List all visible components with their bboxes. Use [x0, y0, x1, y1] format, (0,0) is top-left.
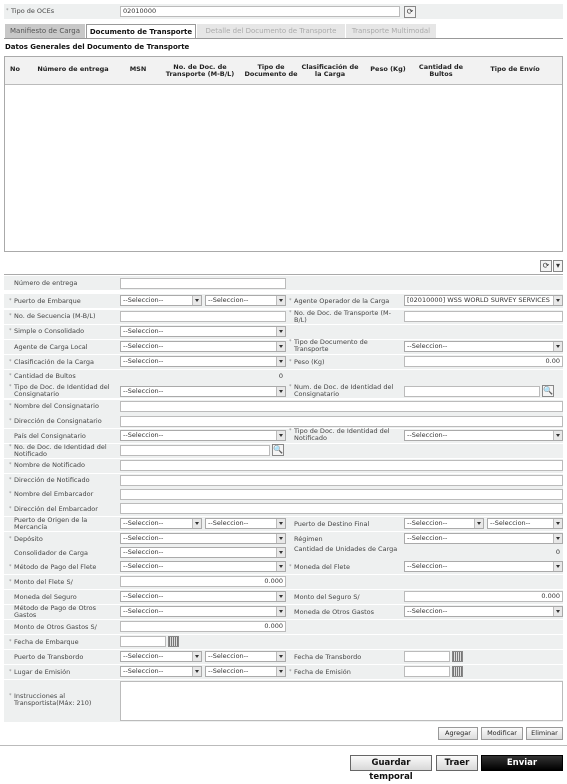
oce-type-label: * Tipo de OCEs	[6, 7, 55, 15]
modificar-button[interactable]: Modificar	[481, 727, 523, 740]
peso-input[interactable]: 0.00	[404, 356, 563, 367]
monto-seguro-label: Monto del Seguro S/	[294, 593, 360, 601]
calendar-icon[interactable]	[168, 636, 179, 647]
tipo-doc-transporte-select[interactable]: --Seleccion--	[404, 341, 563, 352]
refresh-table-icon[interactable]: ⟳	[540, 260, 552, 272]
deposito-select[interactable]: --Seleccion--	[120, 533, 286, 544]
puerto-destino-label: Puerto de Destino Final	[294, 520, 370, 528]
enviar-certificado-button[interactable]: Enviar certificado	[481, 755, 563, 771]
puerto-embarque-select[interactable]: --Seleccion--	[205, 295, 286, 306]
no-doc-transporte-label: * No. de Doc. de Transporte (M-B/L)	[289, 309, 391, 324]
agente-operador-select[interactable]: [02010000] WSS WORLD SURVEY SERVICES	[404, 295, 563, 306]
puerto-origen-label: Puerto de Origen de la Mercancía	[14, 516, 88, 531]
search-notificado-icon[interactable]: 🔍	[273, 445, 283, 454]
num-doc-id-consignatario-input[interactable]	[404, 386, 540, 397]
tipo-doc-id-notificado-label: * Tipo de Doc. de Identidad del Notificado	[289, 427, 390, 442]
col-no-doc: No. de Doc. de Transporte (M-B/L)	[165, 63, 235, 78]
puerto-origen-select[interactable]: --Seleccion--	[205, 518, 286, 529]
tab-transporte-multimodal[interactable]: Transporte Multimodal	[346, 24, 436, 38]
fecha-transbordo-input[interactable]	[404, 651, 450, 662]
tab-manifiesto[interactable]: Manifiesto de Carga	[5, 24, 85, 38]
consolidador-label: Consolidador de Carga	[14, 549, 88, 557]
tipo-doc-id-consignatario-select[interactable]: --Seleccion--	[120, 386, 286, 397]
metodo-pago-flete-select[interactable]: --Seleccion--	[120, 561, 286, 572]
tab-divider	[4, 38, 563, 39]
no-doc-id-notificado-label: * No. de Doc. de Identidad del Notificado	[9, 443, 107, 458]
direccion-consignatario-input[interactable]	[120, 416, 563, 427]
consolidador-select[interactable]: --Seleccion--	[120, 547, 286, 558]
peso-label: * Peso (Kg)	[289, 358, 325, 366]
instrucciones-label: * Instrucciones al Transportista(Máx: 210)	[9, 692, 92, 707]
monto-seguro-input[interactable]: 0.000	[404, 591, 563, 602]
tipo-doc-id-consignatario-label: * Tipo de Doc. de Identidad del Consignatario	[9, 383, 110, 398]
numero-entrega-input[interactable]	[120, 278, 286, 289]
lugar-emision-label: * Lugar de Emisión	[9, 668, 71, 676]
direccion-notificado-input[interactable]	[120, 475, 563, 486]
section-title: Datos Generales del Documento de Transporte	[5, 43, 190, 51]
monto-otros-input[interactable]: 0.000	[120, 621, 286, 632]
puerto-destino-select[interactable]: --Seleccion--	[487, 518, 563, 529]
fecha-emision-label: * Fecha de Emisión	[289, 668, 351, 676]
nombre-embarcador-label: * Nombre del Embarcador	[9, 490, 94, 498]
tab-detalle-documento[interactable]: Detalle del Documento de Transporte	[197, 24, 345, 38]
cantidad-unidades-label: Cantidad de Unidades de Carga	[294, 545, 398, 553]
deposito-label: * Depósito	[9, 535, 43, 543]
moneda-flete-select[interactable]: --Seleccion--	[404, 561, 563, 572]
nombre-consignatario-input[interactable]	[120, 401, 563, 412]
moneda-otros-select[interactable]: --Seleccion--	[404, 606, 563, 617]
tipo-doc-id-notificado-select[interactable]: --Seleccion--	[404, 430, 563, 441]
monto-flete-label: * Monto del Flete S/	[9, 578, 73, 586]
col-clasificacion: Clasificación de la Carga	[301, 63, 359, 78]
metodo-pago-otros-select[interactable]: --Seleccion--	[120, 606, 286, 617]
nombre-embarcador-input[interactable]	[120, 489, 563, 500]
simple-consolidado-select[interactable]: --Seleccion--	[120, 326, 286, 337]
moneda-otros-label: Moneda de Otros Gastos	[294, 608, 375, 616]
col-tipo-envio: Tipo de Envío	[490, 65, 540, 73]
nombre-notificado-label: * Nombre de Notificado	[9, 461, 86, 469]
pais-consignatario-label: País del Consignatario	[14, 432, 86, 440]
pais-consignatario-select[interactable]: --Seleccion--	[120, 430, 286, 441]
puerto-embarque-label: * Puerto de Embarque	[9, 297, 81, 305]
eliminar-button[interactable]: Eliminar	[526, 727, 563, 740]
direccion-embarcador-input[interactable]	[120, 503, 563, 514]
agregar-button[interactable]: Agregar	[438, 727, 478, 740]
fecha-embarque-input[interactable]	[120, 636, 166, 647]
footer-divider	[0, 745, 567, 746]
nombre-consignatario-label: * Nombre del Consignatario	[9, 402, 99, 410]
chevron-down-icon[interactable]: ▾	[553, 260, 563, 272]
refresh-icon[interactable]: ⟳	[404, 6, 416, 18]
puerto-transbordo-label: Puerto de Transbordo	[14, 653, 84, 661]
search-icon[interactable]: 🔍	[543, 386, 553, 395]
metodo-pago-flete-label: * Método de Pago del Flete	[9, 563, 97, 571]
col-tipo-doc: Tipo de Documento de	[244, 63, 298, 78]
puerto-origen-pais-select[interactable]: --Seleccion--	[120, 518, 202, 529]
direccion-notificado-label: * Dirección de Notificado	[9, 476, 90, 484]
col-msn: MSN	[129, 65, 147, 73]
agente-carga-local-label: Agente de Carga Local	[14, 343, 88, 351]
monto-flete-input[interactable]: 0.000	[120, 576, 286, 587]
tipo-doc-transporte-label: * Tipo de Documento de Transporte	[289, 338, 368, 353]
direccion-embarcador-label: * Dirección del Embarcador	[9, 505, 98, 513]
guardar-temporal-button[interactable]: Guardar temporal	[350, 755, 432, 771]
lugar-emision-select[interactable]: --Seleccion--	[205, 666, 286, 677]
agente-carga-local-select[interactable]: --Seleccion--	[120, 341, 286, 352]
clasificacion-carga-select[interactable]: --Seleccion--	[120, 356, 286, 367]
no-secuencia-label: * No. de Secuencia (M-B/L)	[9, 312, 96, 320]
transport-docs-table	[4, 56, 563, 252]
regimen-label: Régimen	[294, 535, 323, 543]
puerto-transbordo-pais-select[interactable]: --Seleccion--	[120, 651, 202, 662]
agente-operador-label: * Agente Operador de la Carga	[289, 297, 390, 305]
no-doc-id-notificado-input[interactable]	[120, 445, 270, 456]
direccion-consignatario-label: * Dirección de Consignatario	[9, 417, 102, 425]
fecha-embarque-label: * Fecha de Embarque	[9, 638, 79, 646]
instrucciones-textarea[interactable]	[120, 681, 563, 721]
no-secuencia-input[interactable]	[120, 311, 286, 322]
fecha-transbordo-label: Fecha de Transbordo	[294, 653, 362, 661]
clasificacion-carga-label: * Clasificación de la Carga	[9, 358, 94, 366]
metodo-pago-otros-label: Método de Pago de Otros Gastos	[14, 604, 97, 619]
numero-entrega-label: Número de entrega	[14, 279, 78, 287]
nombre-notificado-input[interactable]	[120, 460, 563, 471]
calendar-emision-icon[interactable]	[452, 666, 463, 677]
calendar-transbordo-icon[interactable]	[452, 651, 463, 662]
cantidad-unidades-value: 0	[555, 548, 560, 556]
cantidad-bultos-value: 0	[278, 372, 283, 380]
moneda-flete-label: * Moneda del Flete	[289, 563, 350, 571]
lugar-emision-pais-select[interactable]: --Seleccion--	[120, 666, 202, 677]
puerto-destino-pais-select[interactable]: --Seleccion--	[404, 518, 484, 529]
simple-consolidado-label: * Simple o Consolidado	[9, 327, 85, 335]
cantidad-bultos-label: * Cantidad de Bultos	[9, 372, 76, 380]
monto-otros-label: Monto de Otros Gastos S/	[14, 623, 97, 631]
moneda-seguro-select[interactable]: --Seleccion--	[120, 591, 286, 602]
col-peso: Peso (Kg)	[370, 65, 406, 73]
moneda-seguro-label: Moneda del Seguro	[14, 593, 77, 601]
puerto-embarque-pais-select[interactable]: --Seleccion--	[120, 295, 202, 306]
fecha-emision-input[interactable]	[404, 666, 450, 677]
oce-type-field[interactable]: 02010000	[120, 6, 400, 17]
col-numero-entrega: Número de entrega	[37, 65, 109, 73]
puerto-transbordo-select[interactable]: --Seleccion--	[205, 651, 286, 662]
regimen-select[interactable]: --Seleccion--	[404, 533, 563, 544]
tab-documento-transporte[interactable]: Documento de Transporte	[86, 24, 196, 38]
num-doc-id-consignatario-label: * Num. de Doc. de Identidad del Consignatario	[289, 383, 394, 398]
form-divider	[4, 274, 563, 275]
col-cantidad: Cantidad de Bultos	[418, 63, 464, 78]
no-doc-transporte-input[interactable]	[404, 311, 563, 322]
col-no: No	[10, 65, 20, 73]
traer-button[interactable]: Traer	[436, 755, 478, 771]
